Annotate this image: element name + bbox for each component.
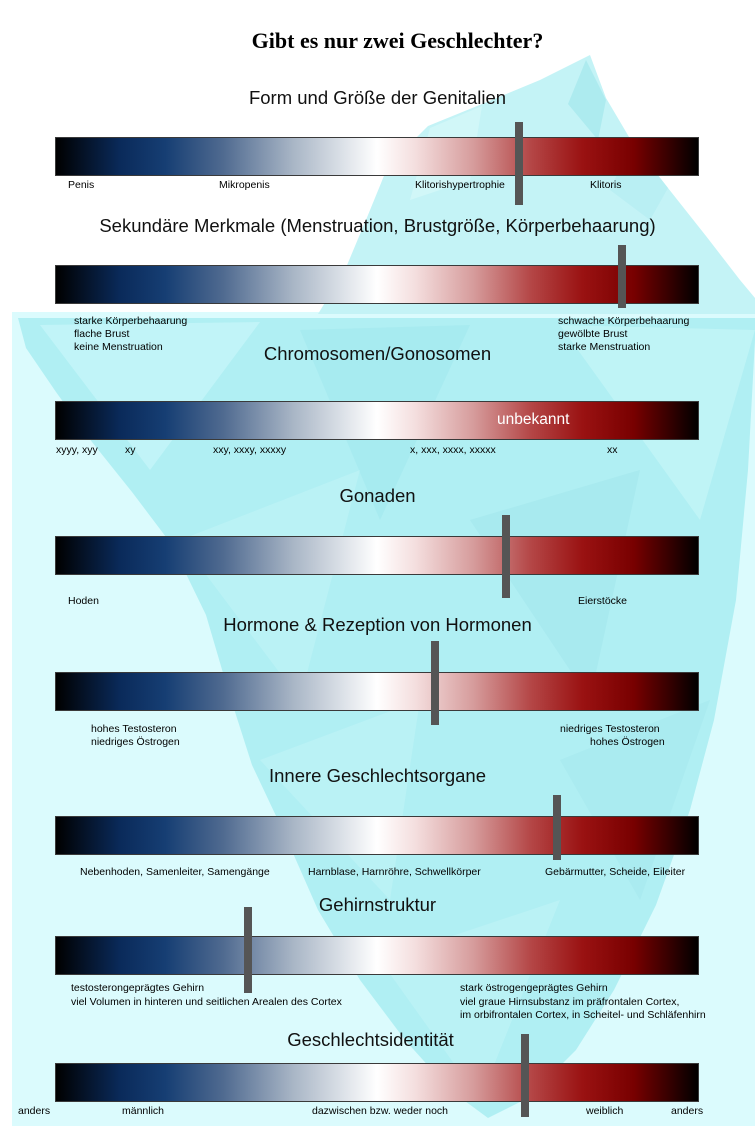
heading-hormone: Hormone & Rezeption von Hormonen [223, 614, 532, 635]
label-block-left-gehirn [71, 982, 342, 1009]
label-line: viel Volumen in hinteren und seitlichen Arealen des Cortex [71, 995, 342, 1008]
heading-innere-geschlechtsorgane: Innere Geschlechtsorgane [269, 765, 486, 786]
label-line: schwache Körperbehaarung [558, 315, 690, 327]
heading-gehirnstruktur: Gehirnstruktur [318, 894, 437, 915]
label-xx: xx [607, 444, 618, 456]
label-dazwischen: dazwischen bzw. weder noch [312, 1105, 448, 1117]
label-line: keine Menstruation [74, 341, 163, 353]
marker-hormone [431, 641, 439, 725]
label-line: niedriges Östrogen [91, 736, 180, 748]
spectrum-bar-sekundaere-merkmale [55, 265, 699, 304]
label-penis: Penis [68, 179, 95, 191]
label-line: hohes Testosteron [91, 723, 177, 735]
spectrum-bar-chromosomen [55, 401, 699, 440]
label-line: viel graue Hirnsubstanz im präfrontalen Cortex, [460, 995, 680, 1008]
heading-sekundaere-merkmale: Sekundäre Merkmale (Menstruation, Brustgröße, Körperbehaarung) [99, 215, 656, 236]
spectrum-bar-gonaden [55, 536, 699, 575]
marker-genitalien [515, 122, 523, 205]
label-anders-right: anders [671, 1105, 704, 1117]
heading-gonaden: Gonaden [339, 485, 416, 506]
label-hoden: Hoden [68, 595, 99, 607]
label-hohes-oestrogen: hohes Östrogen [590, 736, 665, 748]
label-eierstoecke: Eierstöcke [578, 595, 628, 607]
spectrum-bar-gehirnstruktur [55, 936, 699, 975]
label-klitoris: Klitoris [590, 179, 622, 191]
marker-geschlechtsidentitaet [521, 1034, 529, 1117]
label-weiblich: weiblich [586, 1105, 624, 1117]
heading-geschlechtsidentitaet: Geschlechtsidentität [287, 1029, 454, 1050]
label-harnblase: Harnblase, Harnröhre, Schwellkörper [308, 866, 481, 878]
label-mikropenis: Mikropenis [219, 179, 270, 191]
label-maennlich: männlich [122, 1105, 165, 1117]
label-nebenhoden: Nebenhoden, Samenleiter, Samengänge [80, 866, 270, 878]
label-line: testosterongeprägtes Gehirn [71, 982, 205, 994]
label-line: starke Menstruation [558, 341, 651, 353]
label-block-right-gehirn [460, 982, 706, 1023]
label-gebaermutter: Gebärmutter, Scheide, Eileiter [545, 866, 686, 878]
label-x-xxx-xxxx-xxxxx: x, xxx, xxxx, xxxxx [410, 444, 496, 456]
marker-gehirnstruktur [244, 907, 252, 993]
label-klitorishypertrophie: Klitorishypertrophie [415, 179, 505, 191]
spectrum-bar-genitalien [55, 137, 699, 176]
label-niedriges-testosteron: niedriges Testosteron [560, 723, 660, 735]
label-block-left-hormone [91, 723, 180, 749]
label-xyyy-xyy: xyyy, xyy [56, 444, 98, 456]
page-title: Gibt es nur zwei Geschlechter? [251, 28, 544, 53]
label-line: im orbifrontalen Cortex, in Scheitel- und Schläfenhirn [460, 1009, 706, 1021]
bar-text-unbekannt: unbekannt [497, 411, 570, 428]
label-xxy-xxxy-xxxxy: xxy, xxxy, xxxxy [213, 444, 287, 456]
label-line: flache Brust [74, 328, 130, 340]
label-line: gewölbte Brust [558, 328, 628, 340]
spectrum-bar-innere-geschlechtsorgane [55, 816, 699, 855]
heading-chromosomen: Chromosomen/Gonosomen [263, 343, 492, 364]
marker-sekundaere-merkmale [618, 245, 626, 308]
label-line: starke Körperbehaarung [74, 315, 188, 327]
label-line: stark östrogengeprägtes Gehirn [460, 982, 608, 994]
label-anders-left: anders [18, 1105, 51, 1117]
marker-innere-geschlechtsorgane [553, 795, 561, 860]
spectrum-bar-geschlechtsidentitaet [55, 1063, 699, 1102]
spectrum-bar-hormone [55, 672, 699, 711]
label-xy: xy [125, 444, 136, 456]
marker-gonaden [502, 515, 510, 598]
heading-genitalien: Form und Größe der Genitalien [248, 87, 507, 108]
